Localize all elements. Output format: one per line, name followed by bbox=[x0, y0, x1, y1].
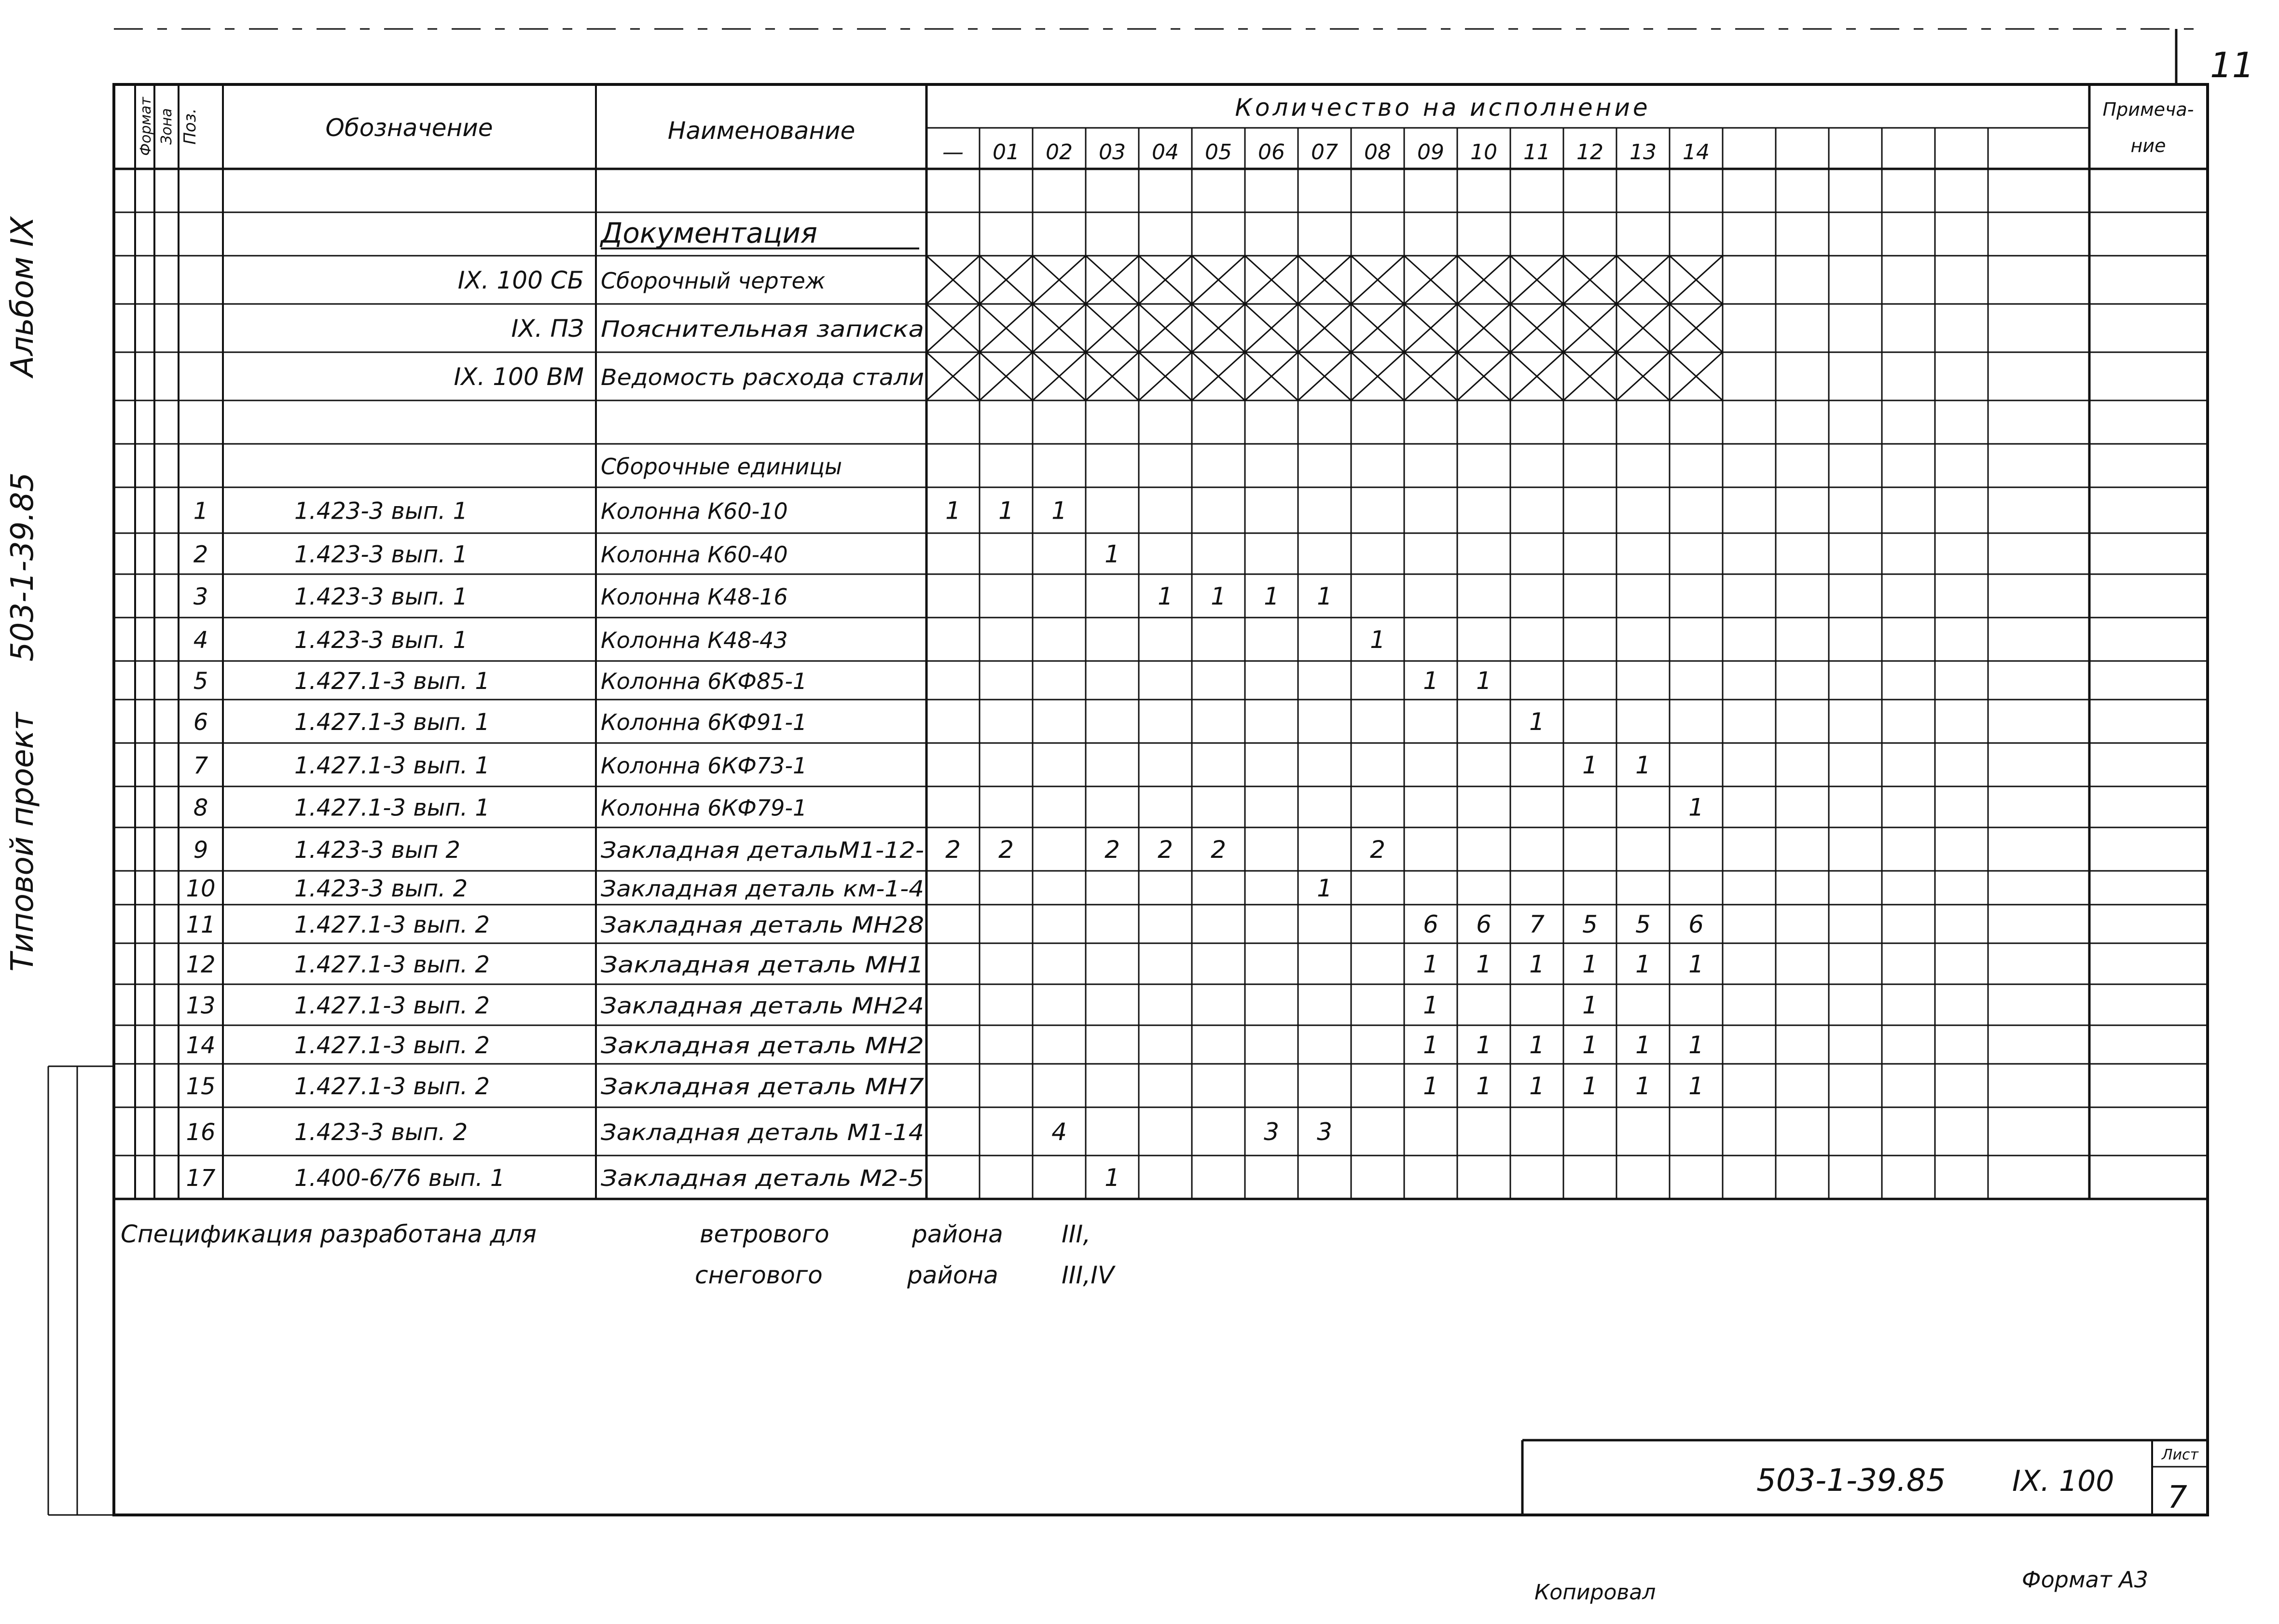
row-quantity: 1 bbox=[1476, 1072, 1492, 1100]
footer-format: Формат А3 bbox=[2022, 1567, 2148, 1593]
row-quantity: 1 bbox=[1423, 1072, 1438, 1100]
row-name: Колонна К60-40 bbox=[601, 541, 788, 568]
row-designation: 1.427.1-3 вып. 2 bbox=[294, 951, 490, 978]
row-quantity: 3 bbox=[1317, 1118, 1332, 1146]
row-name: Колонна К60-10 bbox=[601, 498, 788, 524]
title-sheet-label: Лист bbox=[2162, 1446, 2199, 1463]
row-designation: 1.423-3 вып. 1 bbox=[294, 497, 468, 525]
row-designation: 1.427.1-3 вып. 1 bbox=[294, 709, 490, 736]
row-quantity: 5 bbox=[1582, 910, 1598, 938]
row-pos: 6 bbox=[193, 709, 208, 736]
row-quantity: 2 bbox=[1211, 836, 1226, 864]
row-designation: 1.427.1-3 вып. 2 bbox=[294, 992, 490, 1019]
row-quantity: 2 bbox=[1158, 836, 1173, 864]
document-cross-marks bbox=[926, 256, 1723, 400]
row-quantity: 1 bbox=[1529, 1072, 1545, 1100]
row-name: Закладная деталь М2-5 bbox=[601, 1165, 924, 1191]
note-text-snow: снегового bbox=[695, 1261, 823, 1289]
row-quantity: 1 bbox=[1582, 991, 1598, 1019]
row-quantity: 1 bbox=[1529, 708, 1545, 736]
row-name: Сборочный чертеж bbox=[601, 268, 826, 294]
row-quantity: 1 bbox=[1635, 950, 1651, 978]
row-quantity: 1 bbox=[1635, 1031, 1651, 1059]
row-quantity: 2 bbox=[945, 836, 961, 864]
row-quantity: 3 bbox=[1264, 1118, 1279, 1146]
row-quantity: 1 bbox=[1105, 1164, 1120, 1192]
row-quantity: 1 bbox=[1370, 626, 1385, 654]
row-quantity: 1 bbox=[1317, 874, 1332, 902]
corner-sheet-number: 11 bbox=[2210, 45, 2254, 85]
header-pos: Поз. bbox=[180, 108, 200, 145]
side-label-project: Типовой проект bbox=[5, 712, 41, 972]
header-variant-8: 08 bbox=[1364, 140, 1391, 165]
row-quantity: 1 bbox=[1158, 582, 1173, 610]
row-quantity: 1 bbox=[1051, 496, 1067, 525]
row-quantity: 1 bbox=[1582, 751, 1598, 779]
row-name: Колонна 6КФ73-1 bbox=[601, 753, 807, 779]
row-designation: 1.423-3 вып. 2 bbox=[294, 875, 468, 902]
header-name: Наименование bbox=[667, 117, 856, 145]
row-quantity: 1 bbox=[1688, 793, 1704, 822]
header-variant-13: 13 bbox=[1630, 140, 1657, 165]
row-quantity: 1 bbox=[1688, 950, 1704, 978]
row-designation: 1.427.1-3 вып. 2 bbox=[294, 1073, 490, 1100]
row-designation: IX. ПЗ bbox=[511, 315, 584, 343]
header-variant-5: 05 bbox=[1205, 140, 1232, 165]
row-name: Колонна 6КФ91-1 bbox=[601, 709, 807, 735]
header-variant-0: — bbox=[942, 140, 964, 165]
row-quantity: 1 bbox=[1582, 1031, 1598, 1059]
header-variant-1: 01 bbox=[993, 140, 1020, 165]
row-quantity: 1 bbox=[1688, 1031, 1704, 1059]
row-quantity: 4 bbox=[1051, 1118, 1067, 1146]
note-text-snow-region: III,IV bbox=[1062, 1261, 1115, 1289]
header-variant-7: 07 bbox=[1311, 140, 1338, 165]
header-variant-4: 04 bbox=[1152, 140, 1179, 165]
row-pos: 3 bbox=[193, 583, 208, 610]
row-pos: 1 bbox=[193, 497, 208, 525]
row-designation: 1.423-3 вып. 1 bbox=[294, 541, 468, 568]
row-name: Закладная деталь МН28 bbox=[601, 912, 924, 938]
row-designation: 1.400-6/76 вып. 1 bbox=[294, 1165, 505, 1192]
row-quantity: 1 bbox=[1211, 582, 1226, 610]
row-quantity: 1 bbox=[1476, 667, 1492, 695]
row-quantity: 1 bbox=[1635, 1072, 1651, 1100]
row-quantity: 1 bbox=[1317, 582, 1332, 610]
header-zone: Зона bbox=[158, 108, 175, 145]
row-pos: 17 bbox=[186, 1165, 216, 1192]
header-quantity: Количество на исполнение bbox=[1235, 94, 1651, 122]
row-quantity: 7 bbox=[1529, 910, 1545, 938]
title-code: IX. 100 bbox=[2012, 1464, 2114, 1498]
row-quantity: 1 bbox=[1423, 950, 1438, 978]
row-pos: 10 bbox=[186, 875, 216, 902]
row-quantity: 2 bbox=[998, 836, 1014, 864]
header-note: ние bbox=[2130, 135, 2166, 156]
header-format: Формат bbox=[138, 97, 154, 156]
row-pos: 9 bbox=[193, 837, 208, 864]
side-label-album: Альбом IX bbox=[5, 216, 41, 377]
header-variant-10: 10 bbox=[1470, 140, 1497, 165]
row-quantity: 6 bbox=[1688, 910, 1704, 938]
row-quantity: 6 bbox=[1476, 910, 1492, 938]
row-pos: 12 bbox=[186, 951, 216, 978]
header-variant-11: 11 bbox=[1523, 140, 1550, 165]
header-variant-12: 12 bbox=[1576, 140, 1603, 165]
row-name: Колонна 6КФ85-1 bbox=[601, 668, 807, 694]
row-quantity: 1 bbox=[1688, 1072, 1704, 1100]
row-name: Сборочные единицы bbox=[601, 454, 843, 480]
note-text-wind-region: III, bbox=[1062, 1220, 1091, 1248]
row-name: Закладная деталь М1-14 bbox=[601, 1119, 924, 1145]
table-body bbox=[186, 217, 1703, 1192]
row-pos: 14 bbox=[186, 1032, 216, 1059]
row-designation: 1.427.1-3 вып. 2 bbox=[294, 911, 490, 938]
row-name: Колонна К48-43 bbox=[601, 627, 788, 653]
row-quantity: 1 bbox=[1105, 540, 1120, 568]
row-quantity: 1 bbox=[1635, 751, 1651, 779]
row-quantity: 1 bbox=[1582, 1072, 1598, 1100]
header-variant-2: 02 bbox=[1046, 140, 1073, 165]
row-pos: 2 bbox=[193, 541, 208, 568]
row-designation: IX. 100 ВМ bbox=[454, 363, 584, 391]
row-quantity: 2 bbox=[1105, 836, 1120, 864]
footer-copied: Копировал bbox=[1534, 1580, 1656, 1605]
row-quantity: 1 bbox=[1476, 950, 1492, 978]
row-designation: 1.427.1-3 вып. 1 bbox=[294, 752, 490, 779]
note-text-area2: района bbox=[907, 1261, 998, 1289]
row-name: Закладная детальМ1-12- bbox=[601, 837, 924, 863]
row-pos: 16 bbox=[186, 1119, 216, 1146]
header-variant-6: 06 bbox=[1258, 140, 1285, 165]
row-designation: 1.427.1-3 вып. 1 bbox=[294, 668, 490, 695]
row-name: Колонна 6КФ79-1 bbox=[601, 795, 807, 821]
header-variant-9: 09 bbox=[1417, 140, 1444, 165]
row-pos: 7 bbox=[193, 752, 208, 779]
row-pos: 4 bbox=[193, 627, 208, 654]
title-doc-number: 503-1-39.85 bbox=[1756, 1463, 1946, 1499]
row-name: Закладная деталь МН1 bbox=[601, 951, 924, 978]
header-variant-3: 03 bbox=[1099, 140, 1126, 165]
note-text-wind: ветрового bbox=[700, 1220, 829, 1248]
row-quantity: 1 bbox=[1423, 991, 1438, 1019]
header-designation: Обозначение bbox=[325, 114, 493, 142]
row-quantity: 1 bbox=[1529, 950, 1545, 978]
table-header bbox=[138, 94, 2194, 165]
row-quantity: 1 bbox=[998, 496, 1014, 525]
row-name: Закладная деталь МН24 bbox=[601, 992, 924, 1019]
row-quantity: 1 bbox=[1529, 1031, 1545, 1059]
row-name: Пояснительная записка bbox=[601, 316, 924, 342]
row-name: Ведомость расхода стали bbox=[601, 364, 924, 390]
row-designation: 1.423-3 вып. 2 bbox=[294, 1119, 468, 1146]
row-pos: 13 bbox=[186, 992, 216, 1019]
row-name: Закладная деталь МН7 bbox=[601, 1073, 924, 1100]
note-text-area1: района bbox=[912, 1220, 1003, 1248]
row-designation: 1.423-3 вып. 1 bbox=[294, 627, 468, 654]
row-quantity: 1 bbox=[1582, 950, 1598, 978]
row-quantity: 1 bbox=[1423, 667, 1438, 695]
row-quantity: 1 bbox=[1476, 1031, 1492, 1059]
row-name: Закладная деталь МН2 bbox=[601, 1032, 924, 1059]
note-text-part1: Спецификация разработана для bbox=[121, 1220, 537, 1248]
row-quantity: 6 bbox=[1423, 910, 1438, 938]
row-name: Закладная деталь км-1-4 bbox=[601, 876, 924, 902]
row-designation: 1.427.1-3 вып. 1 bbox=[294, 794, 490, 822]
row-designation: 1.423-3 вып 2 bbox=[294, 837, 460, 864]
row-pos: 15 bbox=[186, 1073, 216, 1100]
row-quantity: 1 bbox=[1264, 582, 1279, 610]
header-note: Примеча- bbox=[2102, 99, 2194, 120]
row-designation: IX. 100 СБ bbox=[457, 266, 584, 294]
row-name: Колонна К48-16 bbox=[601, 584, 788, 610]
row-pos: 11 bbox=[186, 911, 216, 938]
row-quantity: 1 bbox=[1423, 1031, 1438, 1059]
row-name: Документация bbox=[601, 217, 817, 249]
row-designation: 1.423-3 вып. 1 bbox=[294, 583, 468, 610]
row-pos: 5 bbox=[193, 668, 208, 695]
row-quantity: 2 bbox=[1370, 836, 1385, 864]
row-designation: 1.427.1-3 вып. 2 bbox=[294, 1032, 490, 1059]
row-quantity: 5 bbox=[1635, 910, 1651, 938]
row-quantity: 1 bbox=[945, 496, 961, 525]
side-label-number: 503-1-39.85 bbox=[5, 472, 41, 662]
header-variant-14: 14 bbox=[1683, 140, 1710, 165]
title-sheet-number: 7 bbox=[2168, 1480, 2187, 1515]
row-pos: 8 bbox=[193, 794, 208, 822]
